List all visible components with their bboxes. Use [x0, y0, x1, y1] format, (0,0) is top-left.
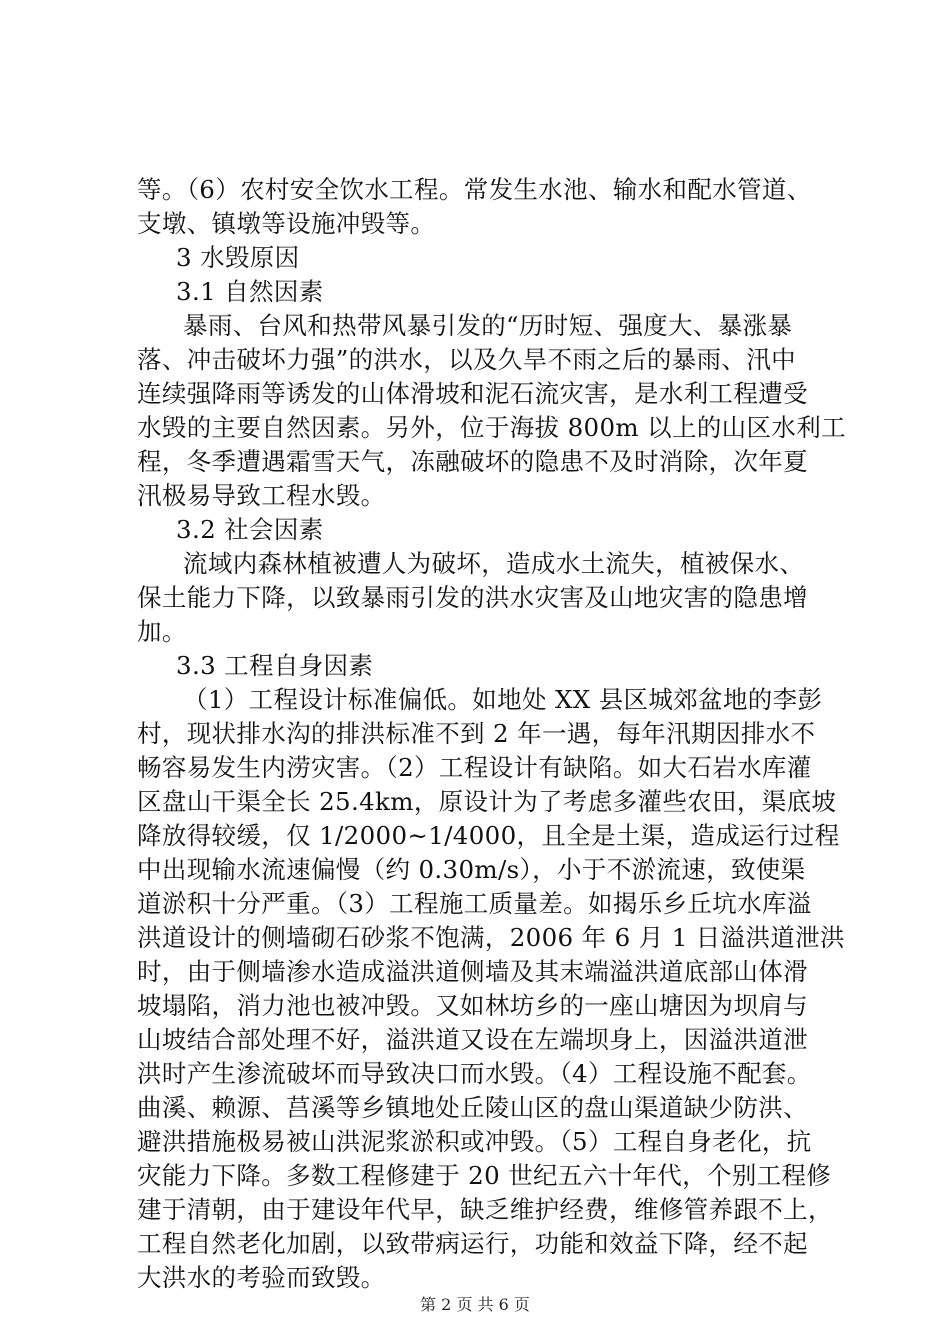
text-line: 工程自然老化加剧，以致带病运行，功能和效益下降，经不起	[137, 1229, 808, 1258]
section-heading: 3 水毁原因	[176, 243, 300, 272]
text-line: 避洪措施极易被山洪泥浆淤积或冲毁。（5）工程自身老化，抗	[137, 1127, 812, 1156]
text-line: 水毁的主要自然因素。另外，位于海拔 800m 以上的山区水利工	[137, 413, 846, 442]
text-line: 时，由于侧墙渗水造成溢洪道侧墙及其末端溢洪道底部山体滑	[137, 957, 808, 986]
text-line: 等。（6）农村安全饮水工程。常发生水池、输水和配水管道、	[137, 175, 812, 204]
text-line: 大洪水的考验而致毁。	[137, 1263, 386, 1292]
text-line: 曲溪、赖源、莒溪等乡镇地处丘陵山区的盘山渠道缺少防洪、	[137, 1093, 808, 1122]
subsection-heading: 3.3 工程自身因素	[176, 651, 374, 680]
text-line: 汛极易导致工程水毁。	[137, 481, 386, 510]
text-line: 程，冬季遭遇霜雪天气，冻融破坏的隐患不及时消除，次年夏	[137, 447, 808, 476]
text-line: 山坡结合部处理不好，溢洪道又设在左端坝身上，因溢洪道泄	[137, 1025, 808, 1054]
text-line: 建于清朝，由于建设年代早，缺乏维护经费，维修管养跟不上，	[137, 1195, 833, 1224]
text-line: 坡塌陷，消力池也被冲毁。又如林坊乡的一座山塘因为坝肩与	[137, 991, 808, 1020]
text-line: 连续强降雨等诱发的山体滑坡和泥石流灾害，是水利工程遭受	[137, 379, 808, 408]
text-line: 支墩、镇墩等设施冲毁等。	[137, 209, 436, 238]
text-line: （1）工程设计标准偏低。如地处 XX 县区城郊盆地的李彭	[183, 685, 823, 714]
text-line: 洪道设计的侧墙砌石砂浆不饱满，2006 年 6 月 1 日溢洪道泄洪	[137, 923, 845, 952]
subsection-heading: 3.2 社会因素	[176, 515, 324, 544]
text-line: 降放得较缓，仅 1/2000~1/4000，且全是土渠，造成运行过程	[137, 821, 840, 850]
subsection-heading: 3.1 自然因素	[176, 277, 324, 306]
text-line: 灾能力下降。多数工程修建于 20 世纪五六十年代，个别工程修	[137, 1161, 832, 1190]
text-line: 落、冲击破坏力强”的洪水，以及久旱不雨之后的暴雨、汛中	[137, 345, 796, 374]
text-line: 村，现状排水沟的排洪标准不到 2 年一遇，每年汛期因排水不	[137, 719, 816, 748]
text-line: 保土能力下降，以致暴雨引发的洪水灾害及山地灾害的隐患增	[137, 583, 808, 612]
page-number-footer: 第 2 页 共 6 页	[420, 1295, 530, 1314]
text-line: 畅容易发生内涝灾害。（2）工程设计有缺陷。如大石岩水库灌	[137, 753, 812, 782]
text-line: 洪时产生渗流破坏而导致决口而水毁。（4）工程设施不配套。	[137, 1059, 812, 1088]
text-line: 暴雨、台风和热带风暴引发的“历时短、强度大、暴涨暴	[183, 311, 793, 340]
text-line: 加。	[137, 617, 187, 646]
text-line: 流域内森林植被遭人为破坏，造成水土流失，植被保水、	[183, 549, 805, 578]
text-line: 道淤积十分严重。（3）工程施工质量差。如揭乐乡丘坑水库溢	[137, 889, 812, 918]
text-line: 中出现输水流速偏慢（约 0.30m/s），小于不淤流速，致使渠	[137, 855, 806, 884]
text-line: 区盘山干渠全长 25.4km，原设计为了考虑多灌些农田，渠底坡	[137, 787, 837, 816]
